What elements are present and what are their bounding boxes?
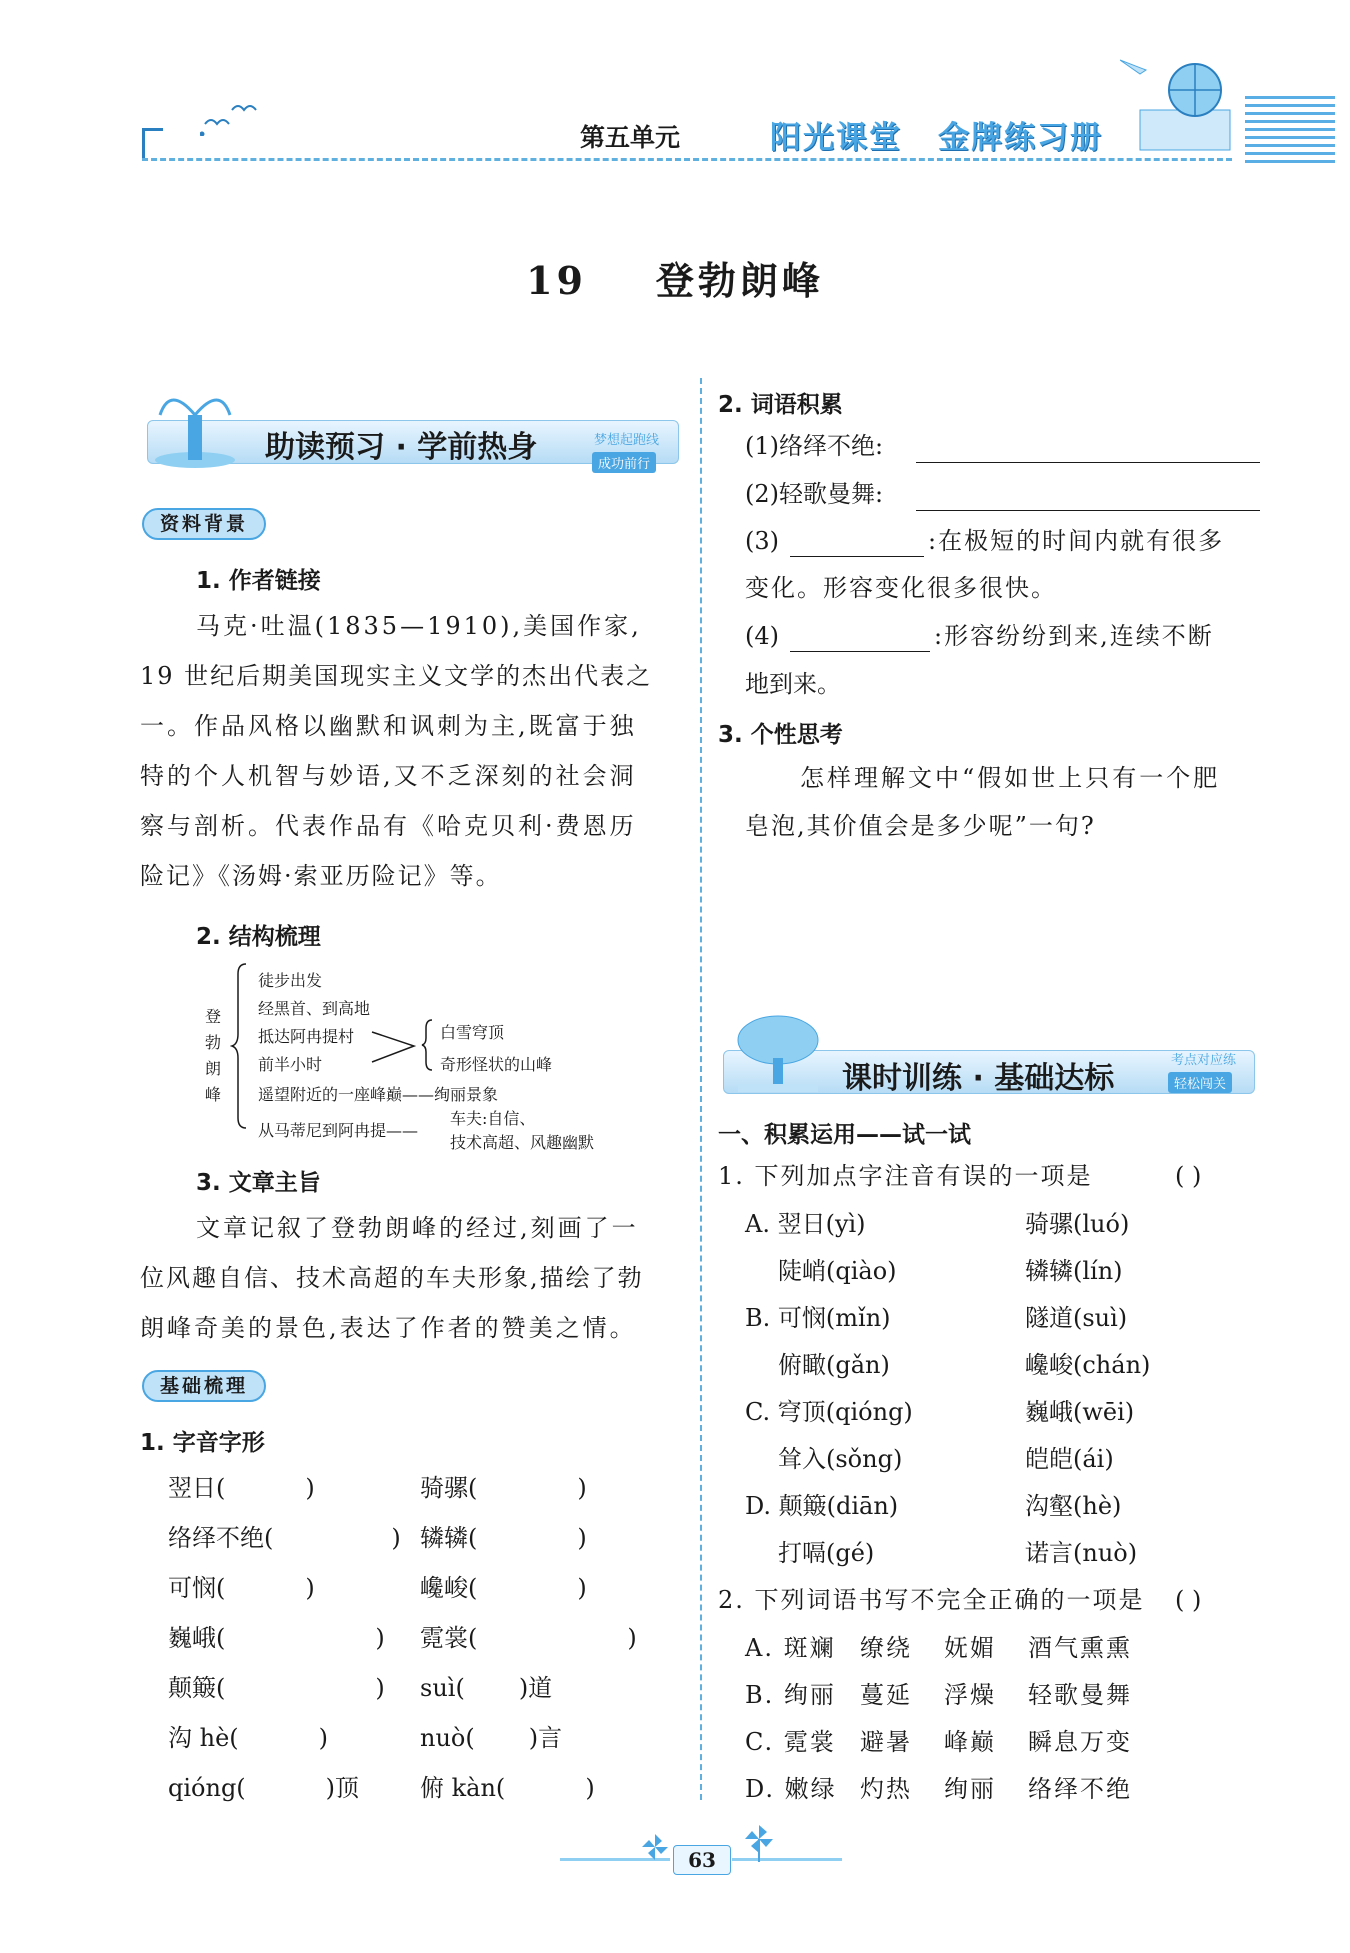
pinyin-item: [168, 1774, 359, 1803]
banner-title-training: 课时训练 · 基础达标: [842, 1061, 1115, 1096]
pinyin-close: ): [577, 1524, 587, 1552]
author-line: 特的个人机智与妙语,又不乏深刻的社会洞: [140, 762, 637, 790]
q2-answer-paren[interactable]: ( ): [1175, 1586, 1202, 1614]
brace-left-icon: [230, 962, 250, 1132]
pill-background-info: 资料背景: [142, 508, 266, 540]
fountain-icon: [150, 385, 240, 470]
globe-illustration-icon: [1120, 50, 1240, 160]
structure-item: 徒步出发: [258, 971, 323, 990]
think-line: 皂泡,其价值会是多少呢”一句?: [745, 812, 1096, 840]
pinyin-item: [420, 1574, 587, 1603]
author-line: 险记》《汤姆·索亚历险记》等。: [140, 862, 502, 890]
pinyin-item: [168, 1524, 401, 1553]
vocab-item: (2)轻歌曼舞:: [745, 480, 884, 508]
structure-item: 抵达阿冉提村: [258, 1027, 355, 1046]
structure-branch: 白雪穹顶: [440, 1023, 505, 1042]
section-heading: 一、积累运用——试一试: [718, 1122, 971, 1148]
q2-option-label: D. 嫩绿: [745, 1775, 837, 1803]
pinwheel-icon: [640, 1832, 670, 1862]
q2-option-word: 蔓延: [860, 1681, 912, 1709]
column-divider: [700, 378, 702, 1800]
header-stripes: [1245, 96, 1335, 164]
answer-line[interactable]: [916, 510, 1260, 511]
q1-option-word: D. 颠簸(diān): [745, 1492, 899, 1520]
q2-option-word: 酒气熏熏: [1028, 1634, 1132, 1662]
pinyin-word: 巉峻(: [420, 1574, 478, 1602]
author-heading: 1. 作者链接: [196, 568, 321, 594]
header-rule: [142, 158, 1232, 161]
q1-stem: 1. 下列加点字注音有误的一项是: [718, 1162, 1093, 1190]
banner-sub-success: 成功前行: [592, 452, 656, 473]
pinyin-word: nuò(: [420, 1724, 475, 1752]
pinyin-word: 络绎不绝(: [168, 1524, 274, 1552]
q1-option-word: 辚辚(lín): [1025, 1257, 1123, 1285]
structure-branch: 奇形怪状的山峰: [440, 1055, 553, 1074]
author-line: 19 世纪后期美国现实主义文学的杰出代表之: [140, 662, 653, 690]
banner-sub-points: 考点对应练: [1171, 1053, 1237, 1068]
unit-title: 第五单元: [580, 123, 681, 152]
theme-line: 朗峰奇美的景色,表达了作者的赞美之情。: [140, 1314, 637, 1342]
pinyin-close: ): [585, 1774, 595, 1802]
q2-option-word: 绚丽: [944, 1775, 996, 1803]
q2-option-word: 轻歌曼舞: [1028, 1681, 1132, 1709]
pinyin-word: 霓裳(: [420, 1624, 478, 1652]
banner-sub-dream: 梦想起跑线: [594, 433, 660, 448]
pinyin-close: )言: [528, 1724, 563, 1752]
q2-option-word: 缭绕: [860, 1634, 912, 1662]
q1-option-word: 骑骡(luó): [1025, 1210, 1130, 1238]
pinyin-item: [420, 1674, 552, 1703]
structure-item: 前半小时: [258, 1055, 323, 1074]
pinyin-close: ): [627, 1624, 637, 1652]
structure-driver: 车夫:自信、: [450, 1109, 536, 1128]
q1-option-word: 陡峭(qiào): [778, 1257, 897, 1285]
pinyin-word: 辚辚(: [420, 1524, 478, 1552]
q1-option-word: C. 穹顶(qióng): [745, 1398, 913, 1426]
q1-option-word: 打嗝(gé): [778, 1539, 875, 1567]
think-heading: 3. 个性思考: [718, 722, 843, 748]
pinyin-item: [420, 1724, 562, 1753]
q1-option-word: 巍峨(wēi): [1025, 1398, 1135, 1426]
birds-icon: [200, 96, 270, 136]
vocab-item: (4): [745, 622, 779, 650]
pinyin-close: ): [305, 1474, 315, 1502]
q1-option-word: A. 翌日(yì): [745, 1210, 866, 1238]
pinyin-heading: 1. 字音字形: [140, 1430, 265, 1456]
q1-answer-paren[interactable]: ( ): [1175, 1162, 1202, 1190]
brace-small-icon: [420, 1018, 434, 1072]
pinyin-close: ): [577, 1474, 587, 1502]
q2-option-word: 灼热: [860, 1775, 912, 1803]
pinyin-item: [420, 1774, 595, 1803]
vocab-heading: 2. 词语积累: [718, 392, 843, 418]
page-number: 63: [673, 1845, 731, 1875]
pinyin-word: 俯 kàn(: [420, 1774, 506, 1802]
q1-option-word: 皑皑(ái): [1025, 1445, 1114, 1473]
q2-option-label: A. 斑斓: [745, 1634, 836, 1662]
pinwheel-icon: [742, 1822, 776, 1862]
structure-root: 登勃朗峰: [205, 1007, 222, 1104]
lesson-number: 19: [526, 258, 587, 303]
q2-option-word: 妩媚: [944, 1634, 996, 1662]
vocab-item: 地到来。: [745, 670, 841, 698]
q1-option-word: B. 可悯(mǐn): [745, 1304, 891, 1332]
pinyin-item: [168, 1674, 385, 1703]
brand-subtitle: 金牌练习册: [938, 120, 1103, 156]
pinyin-close: ): [391, 1524, 401, 1552]
q1-option-word: 沟壑(hè): [1025, 1492, 1122, 1520]
q2-option-word: 瞬息万变: [1028, 1728, 1132, 1756]
think-line: 怎样理解文中“假如世上只有一个肥: [800, 764, 1221, 792]
pinyin-word: qióng(: [168, 1774, 246, 1802]
pinyin-word: 翌日(: [168, 1474, 226, 1502]
pinyin-item: [168, 1574, 315, 1603]
brand-name: 阳光课堂: [770, 120, 902, 156]
vocab-item: (3): [745, 527, 779, 555]
author-line: 察与剖析。代表作品有《哈克贝利·费恩历: [140, 812, 637, 840]
vocab-item: 变化。形容变化很多很快。: [745, 574, 1057, 602]
structure-heading: 2. 结构梳理: [196, 924, 321, 950]
lesson-title: [0, 250, 1350, 305]
pinyin-word: 沟 hè(: [168, 1724, 239, 1752]
q1-option-word: 俯瞰(gǎn): [778, 1351, 890, 1379]
theme-line: 位风趣自信、技术高超的车夫形象,描绘了勃: [140, 1264, 644, 1292]
pinyin-close: )顶: [325, 1774, 360, 1802]
author-line: 马克·吐温(1835—1910),美国作家,: [196, 612, 642, 640]
pinyin-close: ): [305, 1574, 315, 1602]
q2-option-label: B. 绚丽: [745, 1681, 836, 1709]
structure-item: 遥望附近的一座峰巅——绚丽景象: [258, 1085, 499, 1104]
q2-option-word: 浮燥: [944, 1681, 996, 1709]
q1-option-word: 隧道(suì): [1025, 1304, 1128, 1332]
q2-option-label: C. 霓裳: [745, 1728, 836, 1756]
answer-line[interactable]: [790, 651, 930, 652]
pinyin-word: 可悯(: [168, 1574, 226, 1602]
pinyin-item: [168, 1624, 385, 1653]
pinyin-close: ): [375, 1674, 385, 1702]
arrow-connector-icon: [370, 1028, 420, 1068]
vocab-item: :形容纷纷到来,连续不断: [934, 622, 1214, 650]
pinyin-close: ): [318, 1724, 329, 1752]
tree-icon: [728, 1010, 828, 1095]
pinyin-item: [420, 1624, 637, 1653]
structure-item: 经黑首、到高地: [258, 999, 371, 1018]
pinyin-word: 颠簸(: [168, 1674, 226, 1702]
pinyin-item: [420, 1524, 587, 1553]
structure-item: 从马蒂尼到阿冉提——: [258, 1121, 419, 1140]
pinyin-close: )道: [518, 1674, 553, 1702]
q1-option-word: 耸入(sǒng): [778, 1445, 903, 1473]
pinyin-item: [168, 1474, 315, 1503]
answer-line[interactable]: [916, 462, 1260, 463]
author-line: 一。作品风格以幽默和讽刺为主,既富于独: [140, 712, 637, 740]
pinyin-item: [420, 1474, 587, 1503]
pinyin-close: ): [577, 1574, 587, 1602]
header-bracket: [142, 128, 163, 161]
q2-option-word: 络绎不绝: [1028, 1775, 1132, 1803]
q1-option-word: 诺言(nuò): [1025, 1539, 1138, 1567]
pinyin-item: [168, 1724, 328, 1753]
pinyin-word: suì(: [420, 1674, 465, 1702]
vocab-item: :在极短的时间内就有很多: [928, 527, 1225, 555]
theme-heading: 3. 文章主旨: [196, 1170, 321, 1196]
pinyin-close: ): [375, 1624, 385, 1652]
banner-title-preview: 助读预习 · 学前热身: [265, 430, 538, 465]
pinyin-word: 骑骡(: [420, 1474, 478, 1502]
q2-option-word: 峰巅: [944, 1728, 996, 1756]
q1-option-word: 巉峻(chán): [1025, 1351, 1151, 1379]
q2-stem: 2. 下列词语书写不完全正确的一项是: [718, 1586, 1145, 1614]
answer-line[interactable]: [790, 556, 924, 557]
pill-basics: 基础梳理: [142, 1370, 266, 1402]
theme-line: 文章记叙了登勃朗峰的经过,刻画了一: [196, 1214, 639, 1242]
vocab-item: (1)络绎不绝:: [745, 432, 884, 460]
lesson-name: 登勃朗峰: [655, 258, 824, 303]
q2-option-word: 避暑: [860, 1728, 912, 1756]
structure-driver: 技术高超、风趣幽默: [450, 1133, 595, 1152]
banner-sub-pass: 轻松闯关: [1168, 1072, 1232, 1093]
pinyin-word: 巍峨(: [168, 1624, 226, 1652]
